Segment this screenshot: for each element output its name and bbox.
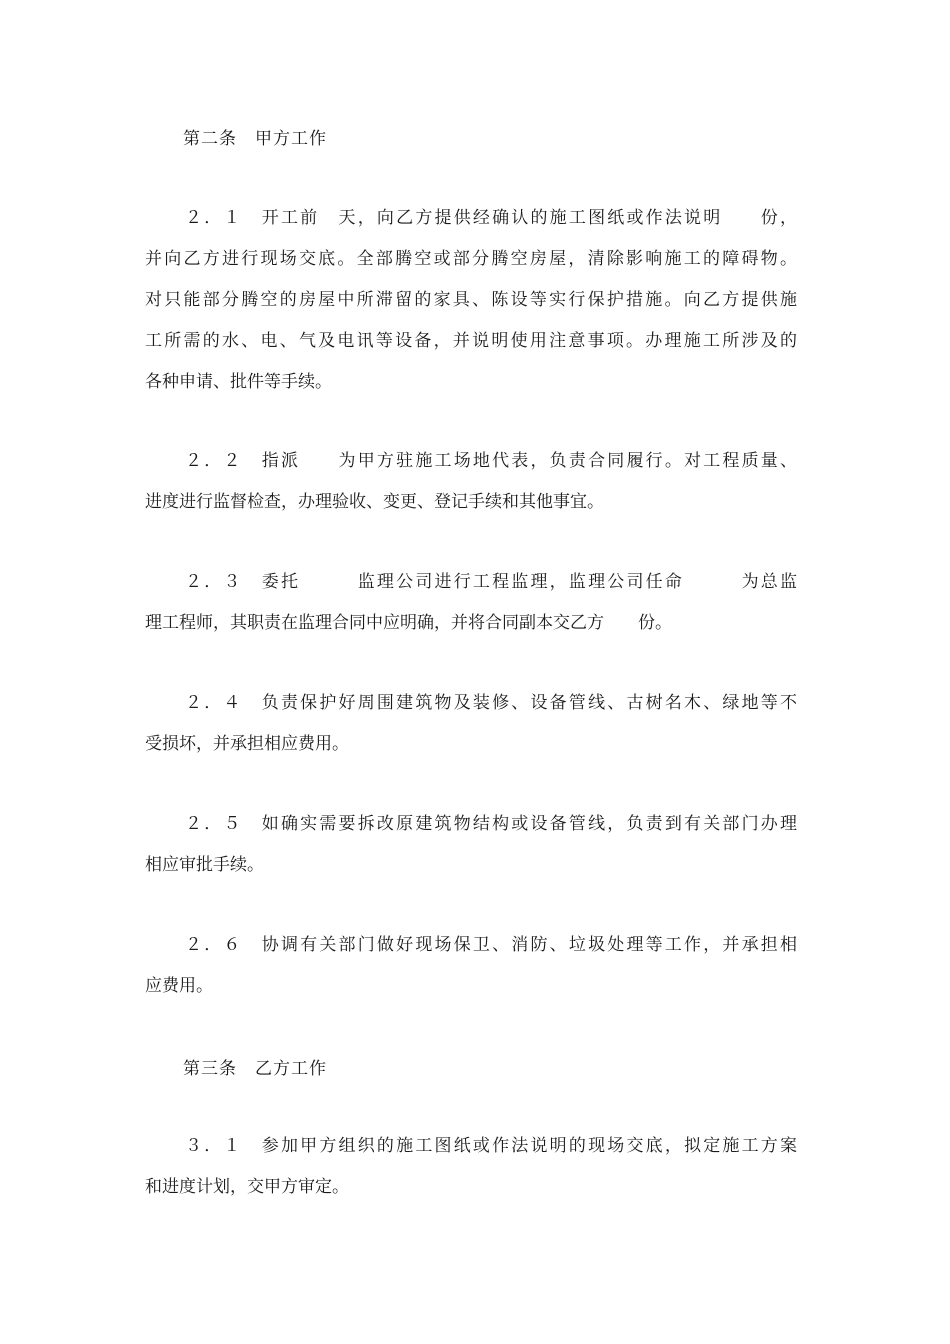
clause-line: 受损坏，并承担相应费用。: [145, 734, 349, 754]
clause-line: ２．１ 开工前 天，向乙方提供经确认的施工图纸或作法说明 份，: [185, 208, 797, 228]
clause-line: 进度进行监督检查，办理验收、变更、登记手续和其他事宜。: [145, 492, 604, 512]
clause-line: ２．６ 协调有关部门做好现场保卫、消防、垃圾处理等工作，并承担相: [185, 935, 797, 955]
clause-line: 相应审批手续。: [145, 855, 264, 875]
clause-2-2: [145, 441, 797, 523]
clause-3-1: [145, 1126, 797, 1208]
clause-line: 对只能部分腾空的房屋中所滞留的家具、陈设等实行保护措施。向乙方提供施: [145, 290, 797, 310]
clause-2-6: [145, 925, 797, 1007]
clause-line: 各种申请、批件等手续。: [145, 372, 332, 392]
clause-line: 和进度计划，交甲方审定。: [145, 1177, 349, 1197]
clause-line: ２．２ 指派 为甲方驻施工场地代表，负责合同履行。对工程质量、: [185, 451, 797, 471]
clause-line: ２．５ 如确实需要拆改原建筑物结构或设备管线，负责到有关部门办理: [185, 814, 797, 834]
clause-2-3: [145, 562, 797, 644]
clause-line: ３．１ 参加甲方组织的施工图纸或作法说明的现场交底，拟定施工方案: [185, 1136, 797, 1156]
article-3-heading: 第三条 乙方工作: [183, 1059, 327, 1079]
clause-line: 并向乙方进行现场交底。全部腾空或部分腾空房屋，清除影响施工的障碍物。: [145, 249, 797, 269]
clause-line: 理工程师，其职责在监理合同中应明确，并将合同副本交乙方 份。: [145, 613, 672, 633]
clause-2-5: [145, 804, 797, 886]
clause-line: ２．３ 委托 监理公司进行工程监理，监理公司任命 为总监: [185, 572, 797, 592]
clause-2-1: [145, 198, 797, 403]
clause-2-4: [145, 683, 797, 765]
clause-line: ２．４ 负责保护好周围建筑物及装修、设备管线、古树名木、绿地等不: [185, 693, 797, 713]
clause-line: 应费用。: [145, 976, 213, 996]
clause-line: 工所需的水、电、气及电讯等设备，并说明使用注意事项。办理施工所涉及的: [145, 331, 797, 351]
article-2-heading: 第二条 甲方工作: [183, 129, 327, 149]
